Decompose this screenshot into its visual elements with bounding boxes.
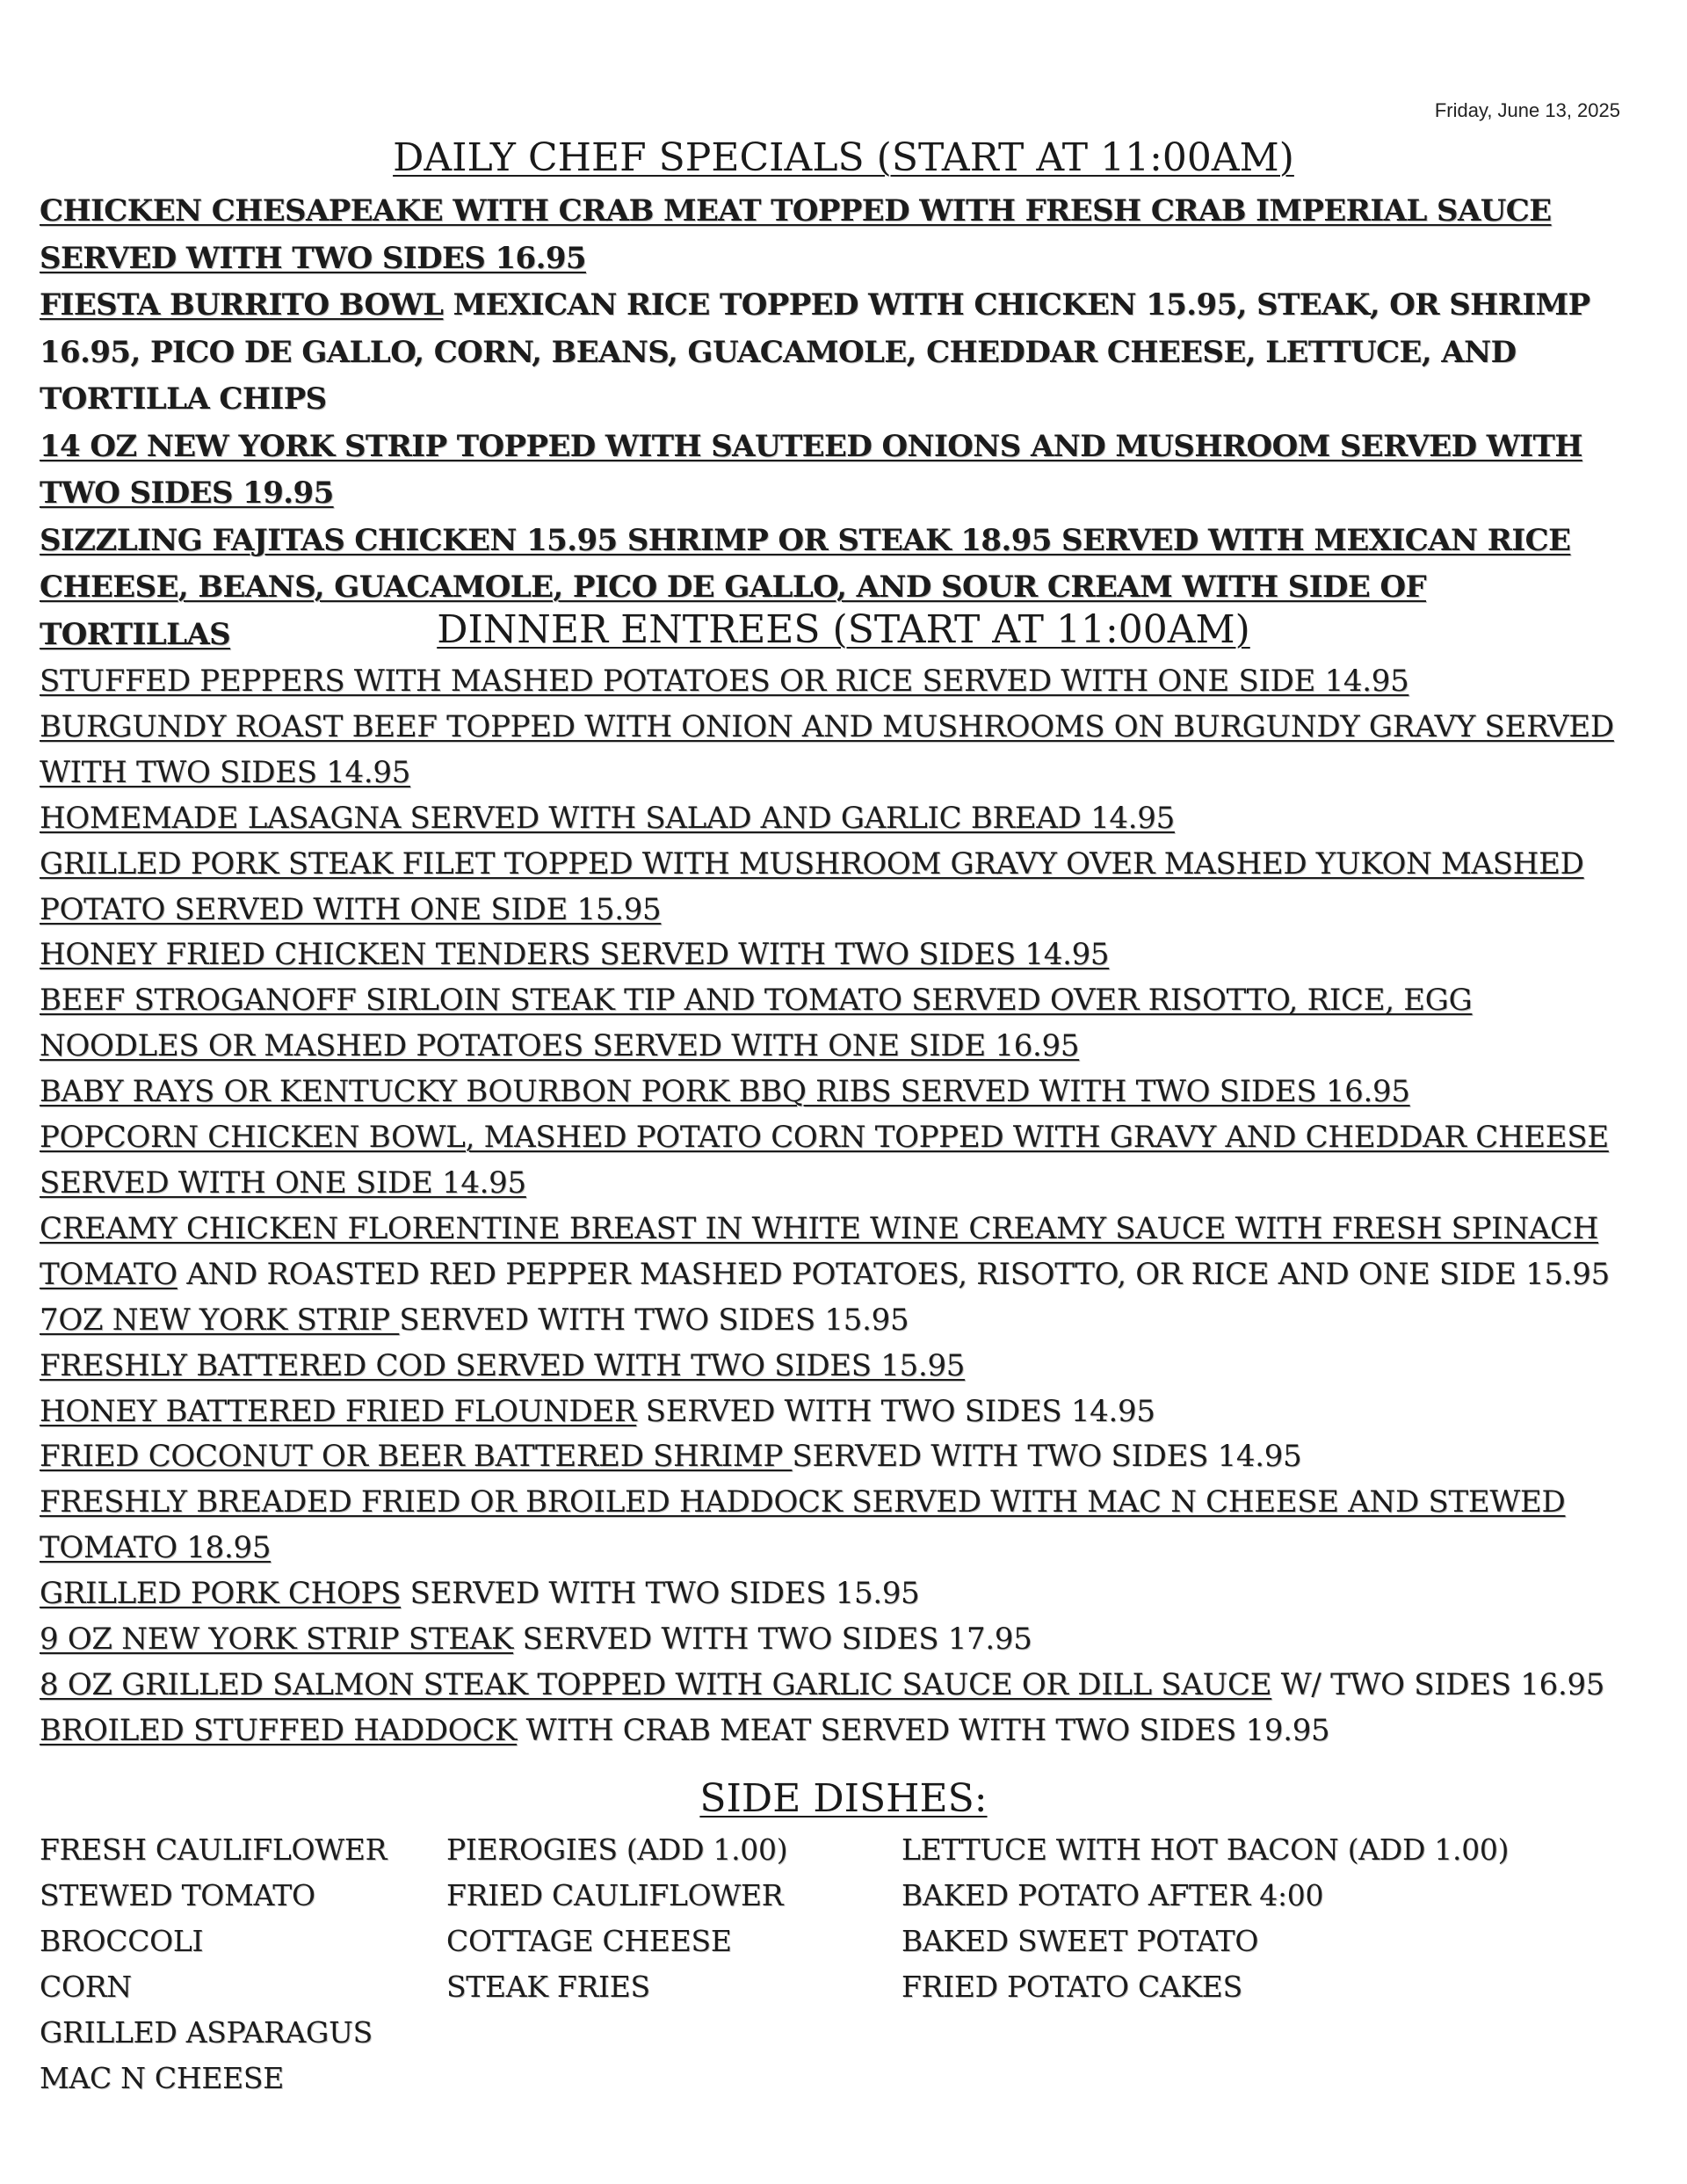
- side-dish-item: STEAK FRIES: [446, 1970, 650, 2004]
- entree-item-text: BEEF STROGANOFF SIRLOIN STEAK TIP AND TOMATO SERVED OVER RISOTTO, RICE, EGG NOODLES OR MASHED POTATOES SERVED WITH ONE SIDE 16.95: [40, 983, 1473, 1064]
- entree-item-text: GRILLED PORK CHOPS: [40, 1576, 402, 1612]
- entrees-list: [40, 659, 1621, 1754]
- entree-item-text: BROILED STUFFED HADDOCK: [40, 1712, 518, 1748]
- entree-item: [40, 1480, 1621, 1571]
- special-item-text: SIZZLING FAJITAS CHICKEN 15.95 SHRIMP OR STEAK 18.95 SERVED WITH MEXICAN RICE CHEESE, BEANS, GUACAMOLE, PICO DE GALLO, AND SOUR CREAM WITH SIDE OF TORTILLAS: [40, 522, 1571, 652]
- entree-item-text: SERVED WITH TWO SIDES 14.95: [792, 1439, 1302, 1475]
- side-dish-item: PIEROGIES (ADD 1.00): [446, 1832, 788, 1867]
- entree-item: [40, 1070, 1621, 1115]
- entree-item-text: SERVED WITH TWO SIDES 17.95: [513, 1622, 1032, 1658]
- entree-item-text: POPCORN CHICKEN BOWL, MASHED POTATO CORN TOPPED WITH GRAVY AND CHEDDAR CHEESE SERVED WITH ONE SIDE 14.95: [40, 1120, 1609, 1201]
- sides-title: SIDE DISHES:: [699, 1776, 988, 1821]
- entree-item-text: CREAMY CHICKEN FLORENTINE BREAST IN WHITE WINE CREAMY SAUCE WITH FRESH SPINACH TOMATO: [40, 1210, 1599, 1292]
- entree-item-text: FRESHLY BREADED FRIED OR BROILED HADDOCK SERVED WITH MAC N CHEESE AND STEWED TOMATO 18.95: [40, 1484, 1566, 1566]
- entree-item: [40, 842, 1621, 933]
- entree-item-text: STUFFED PEPPERS WITH MASHED POTATOES OR RICE SERVED WITH ONE SIDE 14.95: [40, 664, 1409, 699]
- side-dish-item: BROCCOLI: [40, 1924, 204, 1958]
- entree-item-text: HONEY FRIED CHICKEN TENDERS SERVED WITH TWO SIDES 14.95: [40, 937, 1110, 973]
- special-item-text: FIESTA BURRITO BOWL: [40, 287, 444, 323]
- entree-item: [40, 659, 1621, 705]
- entree-item-text: BABY RAYS OR KENTUCKY BOURBON PORK BBQ RIBS SERVED WITH TWO SIDES 16.95: [40, 1074, 1410, 1110]
- special-item-text: 14 OZ NEW YORK STRIP TOPPED WITH SAUTEED ONIONS AND MUSHROOM SERVED WITH TWO SIDES 19.95: [40, 428, 1582, 511]
- special-item: [40, 188, 1621, 282]
- side-dish-item: GRILLED ASPARAGUS: [40, 2015, 373, 2050]
- entree-item-text: 9 OZ NEW YORK STRIP STEAK: [40, 1622, 514, 1658]
- side-dish-item: BAKED POTATO AFTER 4:00: [901, 1878, 1324, 1912]
- entree-item: [40, 1298, 1621, 1344]
- side-dish-item: FRIED CAULIFLOWER: [446, 1878, 784, 1912]
- sides-column-2: [446, 1827, 787, 2010]
- entree-item-text: 8 OZ GRILLED SALMON STEAK TOPPED WITH GARLIC SAUCE OR DILL SAUCE: [40, 1666, 1272, 1702]
- entree-item-text: SERVED WITH TWO SIDES 15.95: [399, 1302, 909, 1338]
- side-dish-item: STEWED TOMATO: [40, 1878, 315, 1912]
- entree-item-text: BURGUNDY ROAST BEEF TOPPED WITH ONION AND MUSHROOMS ON BURGUNDY GRAVY SERVED WITH TWO SIDES 14.95: [40, 708, 1614, 790]
- special-item-text: MEXICAN RICE TOPPED WITH CHICKEN 15.95, STEAK, OR SHRIMP 16.95, PICO DE GALLO, CORN, BEANS, GUACAMOLE, CHEDDAR CHEESE, LETTUCE, AND TORTILLA CHIPS: [40, 287, 1590, 417]
- entree-item-text: AND ROASTED RED PEPPER MASHED POTATOES, RISOTTO, OR RICE AND ONE SIDE 15.95: [177, 1256, 1610, 1292]
- side-dish-item: CORN: [40, 1970, 132, 2004]
- special-item: [40, 282, 1621, 424]
- entree-item-text: FRESHLY BATTERED COD SERVED WITH TWO SIDES 15.95: [40, 1347, 966, 1383]
- entree-item: [40, 796, 1621, 842]
- side-dish-item: MAC N CHEESE: [40, 2061, 285, 2095]
- side-dish-item: FRESH CAULIFLOWER: [40, 1832, 387, 1867]
- entree-item: [40, 1571, 1621, 1617]
- side-dish-item: COTTAGE CHEESE: [446, 1924, 732, 1958]
- side-dish-item: BAKED SWEET POTATO: [901, 1924, 1259, 1958]
- entree-item-text: W/ TWO SIDES 16.95: [1271, 1666, 1605, 1702]
- entree-item-text: SERVED WITH TWO SIDES 15.95: [401, 1576, 920, 1612]
- entree-item: [40, 1617, 1621, 1663]
- entree-item: [40, 705, 1621, 796]
- side-dish-item: FRIED POTATO CAKES: [901, 1970, 1242, 2004]
- sides-column-1: [40, 1827, 387, 2101]
- entree-item: [40, 1709, 1621, 1754]
- entree-item-text: GRILLED PORK STEAK FILET TOPPED WITH MUSHROOM GRAVY OVER MASHED YUKON MASHED POTATO SERVED WITH ONE SIDE 15.95: [40, 845, 1584, 927]
- entree-item: [40, 1434, 1621, 1480]
- special-item: [40, 424, 1621, 518]
- entree-item: [40, 1207, 1621, 1298]
- side-dish-item: LETTUCE WITH HOT BACON (ADD 1.00): [901, 1832, 1510, 1867]
- entree-item: [40, 1344, 1621, 1389]
- specials-title: DAILY CHEF SPECIALS (START AT 11:00AM): [393, 135, 1294, 180]
- entree-item: [40, 1389, 1621, 1435]
- special-item-text: CHICKEN CHESAPEAKE WITH CRAB MEAT TOPPED WITH FRESH CRAB IMPERIAL SAUCE SERVED WITH TWO SIDES 16.95: [40, 193, 1552, 276]
- entree-item: [40, 932, 1621, 978]
- entree-item: [40, 1115, 1621, 1207]
- menu-date: Friday, June 13, 2025: [1434, 99, 1620, 121]
- entree-item: [40, 978, 1621, 1070]
- entree-item-text: HONEY BATTERED FRIED FLOUNDER: [40, 1393, 637, 1429]
- entrees-title: DINNER ENTREES (START AT 11:00AM): [437, 607, 1250, 652]
- entree-item-text: SERVED WITH TWO SIDES 14.95: [636, 1393, 1155, 1429]
- sides-column-3: [901, 1827, 1509, 2010]
- entree-item-text: 7OZ NEW YORK STRIP: [40, 1302, 400, 1338]
- entree-item-text: HOMEMADE LASAGNA SERVED WITH SALAD AND GARLIC BREAD 14.95: [40, 800, 1175, 836]
- entree-item-text: FRIED COCONUT OR BEER BATTERED SHRIMP: [40, 1439, 793, 1475]
- entree-item: [40, 1663, 1621, 1709]
- entree-item-text: WITH CRAB MEAT SERVED WITH TWO SIDES 19.95: [517, 1712, 1330, 1748]
- specials-list: [40, 188, 1621, 658]
